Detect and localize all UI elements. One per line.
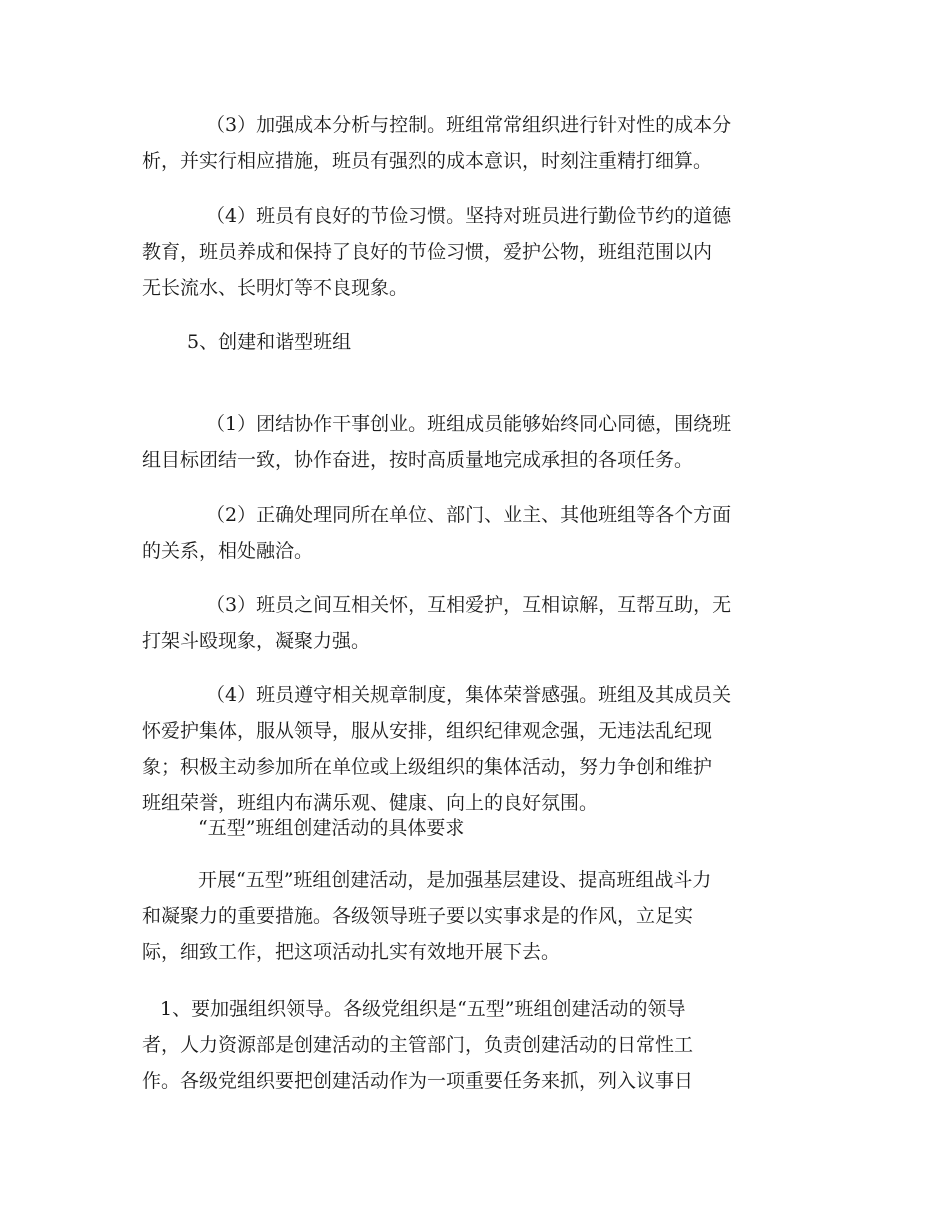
section-heading: “五型”班组创建活动的具体要求 bbox=[198, 817, 465, 839]
text-line: 者，人力资源部是创建活动的主管部门，负责创建活动的日常性工 bbox=[142, 1034, 694, 1056]
para-2-relations bbox=[142, 497, 812, 569]
heading-specific-requirements bbox=[142, 810, 812, 846]
text-line: （4）班员有良好的节俭习惯。坚持对班员进行勤俭节约的道德 bbox=[206, 205, 732, 227]
text-line: 际，细致工作，把这项活动扎实有效地开展下去。 bbox=[142, 941, 561, 963]
para-1-unity bbox=[142, 406, 812, 478]
text-line: （2）正确处理同所在单位、部门、业主、其他班组等各个方面 bbox=[206, 504, 732, 526]
text-line: 象；积极主动参加所在单位或上级组织的集体活动，努力争创和维护 bbox=[142, 756, 713, 778]
para-3-cost-analysis bbox=[142, 107, 812, 179]
text-line: 作。各级党组织要把创建活动作为一项重要任务来抓，列入议事日 bbox=[142, 1070, 694, 1092]
text-line: 开展“五型”班组创建活动，是加强基层建设、提高班组战斗力 bbox=[198, 869, 712, 891]
text-line: 的关系，相处融洽。 bbox=[142, 540, 314, 562]
para-3-mutual-care bbox=[142, 587, 812, 659]
para-4-thrift-habit bbox=[142, 198, 812, 306]
text-line: 组目标团结一致，协作奋进，按时高质量地完成承担的各项任务。 bbox=[142, 449, 694, 471]
text-line: 教育，班员养成和保持了良好的节俭习惯，爱护公物，班组范围以内 bbox=[142, 241, 713, 263]
text-line: （1）团结协作干事创业。班组成员能够始终同心同德，围绕班 bbox=[206, 413, 732, 435]
text-line: 析，并实行相应措施，班员有强烈的成本意识，时刻注重精打细算。 bbox=[142, 150, 713, 172]
text-line: 无长流水、长明灯等不良现象。 bbox=[142, 277, 409, 299]
heading-5-harmonious-team bbox=[142, 324, 812, 360]
text-line: 怀爱护集体，服从领导，服从安排，组织纪律观念强，无违法乱纪现 bbox=[142, 720, 713, 742]
para-intro bbox=[142, 862, 812, 970]
section-heading: 5、创建和谐型班组 bbox=[187, 331, 352, 353]
para-1-leadership bbox=[142, 991, 812, 1099]
text-line: 和凝聚力的重要措施。各级领导班子要以实事求是的作风，立足实 bbox=[142, 905, 694, 927]
text-line: （3）班员之间互相关怀，互相爱护，互相谅解，互帮互助，无 bbox=[206, 594, 732, 616]
para-4-rules bbox=[142, 677, 812, 821]
text-line: 打架斗殴现象，凝聚力强。 bbox=[142, 630, 371, 652]
text-line: 1、要加强组织领导。各级党组织是“五型”班组创建活动的领导 bbox=[160, 998, 686, 1020]
text-line: （4）班员遵守相关规章制度，集体荣誉感强。班组及其成员关 bbox=[206, 684, 732, 706]
text-line: 班组荣誉，班组内布满乐观、健康、向上的良好氛围。 bbox=[142, 792, 599, 814]
text-line: （3）加强成本分析与控制。班组常常组织进行针对性的成本分 bbox=[206, 114, 732, 136]
